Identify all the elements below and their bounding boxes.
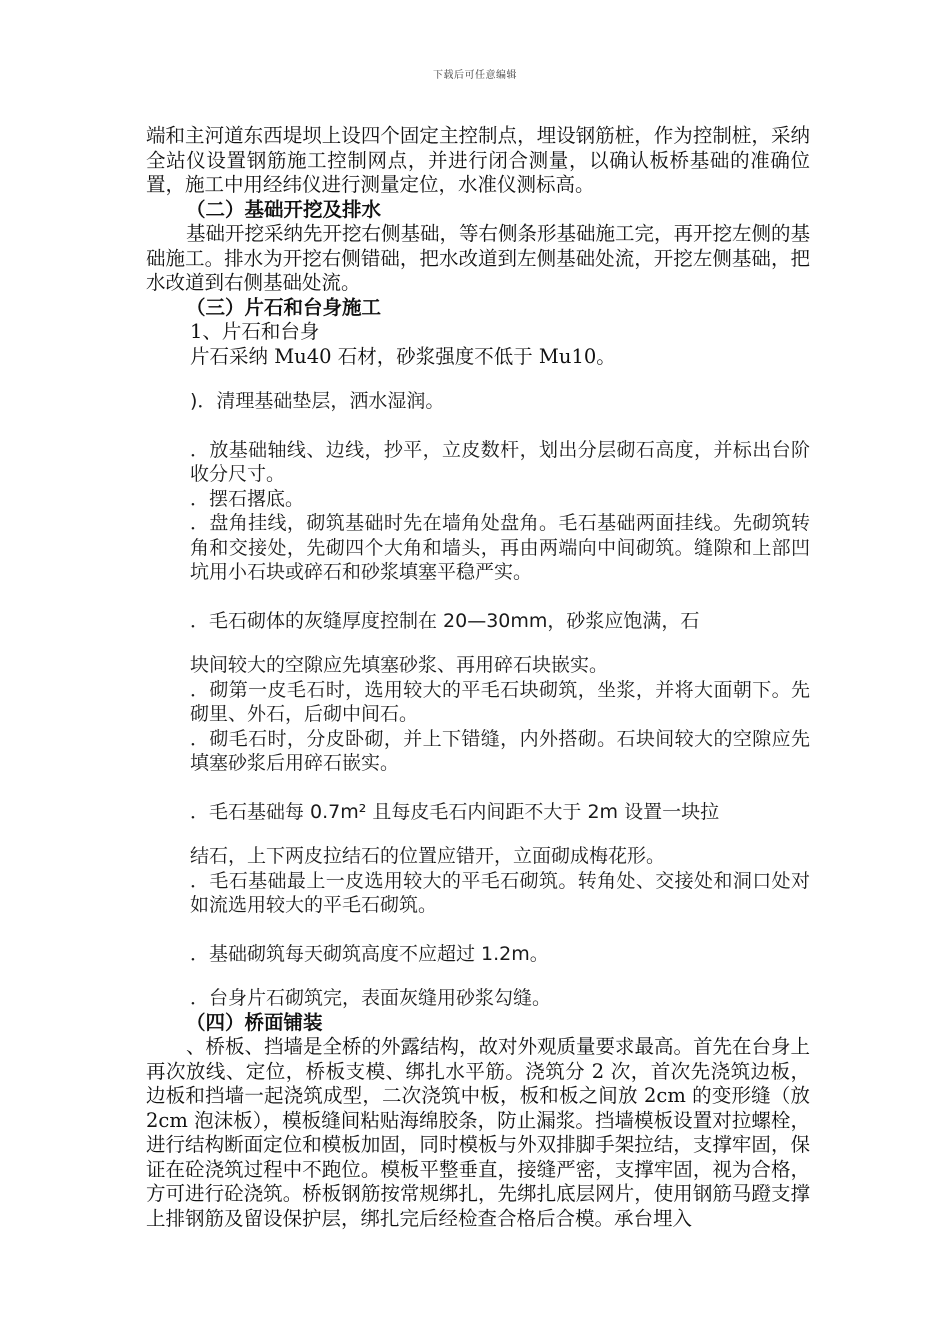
subsection-1-paragraph: 片石采纳 Mu40 石材，砂浆强度不低于 Mu10。 <box>190 344 616 368</box>
step-mortar-joint-line-2: 块间较大的空隙应先填塞砂浆、再用碎石块嵌实。 <box>190 654 609 676</box>
intro-paragraph: 端和主河道东西堤坝上设四个固定主控制点，埋设钢筋桩，作为控制桩，采纳全站仪设置钢筋施工控制网点，并进行闭合测量，以确认板桥基础的准确位置，施工中用经纬仪进行测量定位，水准仪测标高。 <box>146 124 810 196</box>
step-clean-base: )．清理基础垫层，洒水湿润。 <box>190 390 445 412</box>
section-2-heading: （二）基础开挖及排水 <box>186 197 382 221</box>
step-tie-stone-line-2: 结石，上下两皮拉结石的位置应错开，立面砌成梅花形。 <box>190 845 666 867</box>
section-2-paragraph: 基础开挖采纳先开挖右侧基础，等右侧条形基础施工完，再开挖左侧的基础施工。排水为开挖右侧错础，把水改道到左侧基础处流，开挖左侧基础，把水改道到右侧基础处流。 <box>146 222 811 294</box>
step-top-course: ．毛石基础最上一皮选用较大的平毛石砌筑。转角处、交接处和洞口处对如流选用较大的平毛石砌筑。 <box>190 869 810 916</box>
section-3-heading: （三）片石和台身施工 <box>186 295 382 319</box>
step-mortar-joint-line-1: ．毛石砌体的灰缝厚度控制在 20—30mm，砂浆应饱满，石 <box>190 609 700 632</box>
subsection-1-heading: 1、片石和台身 <box>190 320 320 343</box>
page-header-note: 下载后可任意编辑 <box>433 70 517 81</box>
section-4-heading: （四）桥面铺装 <box>186 1010 323 1034</box>
section-4-paragraph: 、桥板、挡墙是全桥的外露结构，故对外观质量要求最高。首先在台身上再次放线、定位，桥板支模、绑扎水平筋。浇筑分 2 次，首次先浇筑边板，边板和挡墙一起浇筑成型，二次浇筑中板，板和板之间放 2cm 的变形缝（放 2cm 泡沫板），模板缝间粘贴海绵胶条，防止漏浆。挡墙模板设置对拉螺栓，进行结构断面定位和模板加固，同时模板与外双排脚手架拉结，支撑牢固，保证在砼浇筑过程中不跑位。模板平整垂直，接缝严密，支撑牢固，视为合格，方可进行砼浇筑。桥板钢筋按常规绑扎，先绑扎底层网片，使用钢筋马蹬支撑上排钢筋及留设保护层，绑扎完后经检查合格后合模。承台埋入 <box>146 1035 811 1230</box>
step-course-laying: ．砌毛石时，分皮卧砌，并上下错缝，内外搭砌。石块间较大的空隙应先填塞砂浆后用碎石嵌实。 <box>190 727 810 774</box>
step-set-axis: ．放基础轴线、边线，抄平，立皮数杆，划出分层砌石高度，并标出台阶收分尺寸。 <box>190 438 810 485</box>
step-corner-line: ．盘角挂线，砌筑基础时先在墙角处盘角。毛石基础两面挂线。先砌筑转角和交接处，先砌四个大角和墙头，再由两端向中间砌筑。缝隙和上部凹坑用小石块或碎石和砂浆填塞平稳严实。 <box>190 512 810 583</box>
step-lay-stone: ．摆石撂底。 <box>190 487 305 510</box>
step-tie-stone-line-1: ．毛石基础每 0.7m² 且每皮毛石内间距不大于 2m 设置一块拉 <box>190 800 720 823</box>
document-body <box>146 124 810 1231</box>
step-first-course: ．砌第一皮毛石时，选用较大的平毛石块砌筑，坐浆，并将大面朝下。先砌里、外石，后砌中间石。 <box>190 678 810 725</box>
step-pointing: ．台身片石砌筑完，表面灰缝用砂浆勾缝。 <box>190 987 552 1009</box>
step-daily-height: ．基础砌筑每天砌筑高度不应超过 1.2m。 <box>190 942 549 965</box>
